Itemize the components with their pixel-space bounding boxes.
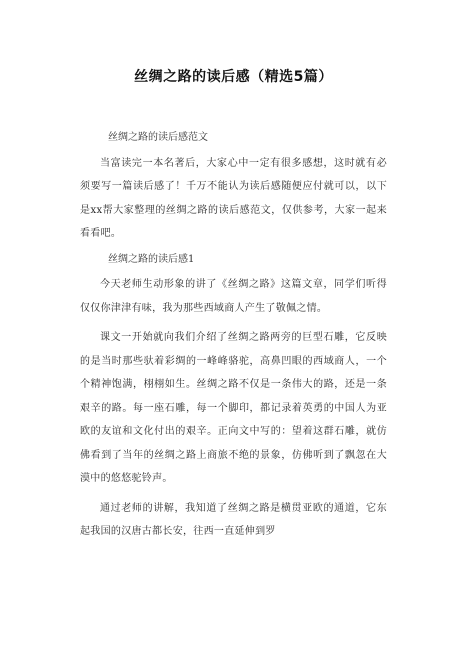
document-title: 丝绸之路的读后感（精选5篇）	[134, 69, 333, 85]
section-heading: 丝绸之路的读后感范文	[108, 132, 208, 143]
essay-heading: 丝绸之路的读后感1	[108, 253, 195, 265]
body-paragraph-3: 通过老师的讲解，我知道了丝绸之路是横贯亚欧的通道，它东起我国的汉唐古都长安，往西一直延伸到罗	[80, 502, 387, 537]
body-paragraph-1: 今天老师生动形象的讲了《丝绸之路》这篇文章，同学们听得仅仅你津津有味，我为那些西域商人产生了敬佩之情。	[80, 279, 387, 314]
body-paragraph-2: 课文一开始就向我们介绍了丝绸之路两旁的巨型石雕，它反映的是当时那些驮着彩绸的一峰峰骆驼，高鼻凹眼的西域商人，一个个精神饱满，栩栩如生。丝绸之路不仅是一条伟大的路，还是一条艰辛的路。每一座石雕，每一个脚印，都记录着英勇的中国人为亚欧的友谊和文化付出的艰辛。正向文中写的：望着这群石雕，就仿佛看到了当年的丝绸之路上商旅不绝的景象，仿佛听到了飘忽在大漠中的悠悠驼铃声。	[80, 332, 387, 484]
intro-paragraph: 当富读完一本名著后，大家心中一定有很多感想，这时就有必须要写一篇读后感了！千万不能认为读后感随便应付就可以，以下是xx帮大家整理的丝绸之路的读后感范文，仅供参考，大家一起来看看吧。	[80, 157, 387, 239]
